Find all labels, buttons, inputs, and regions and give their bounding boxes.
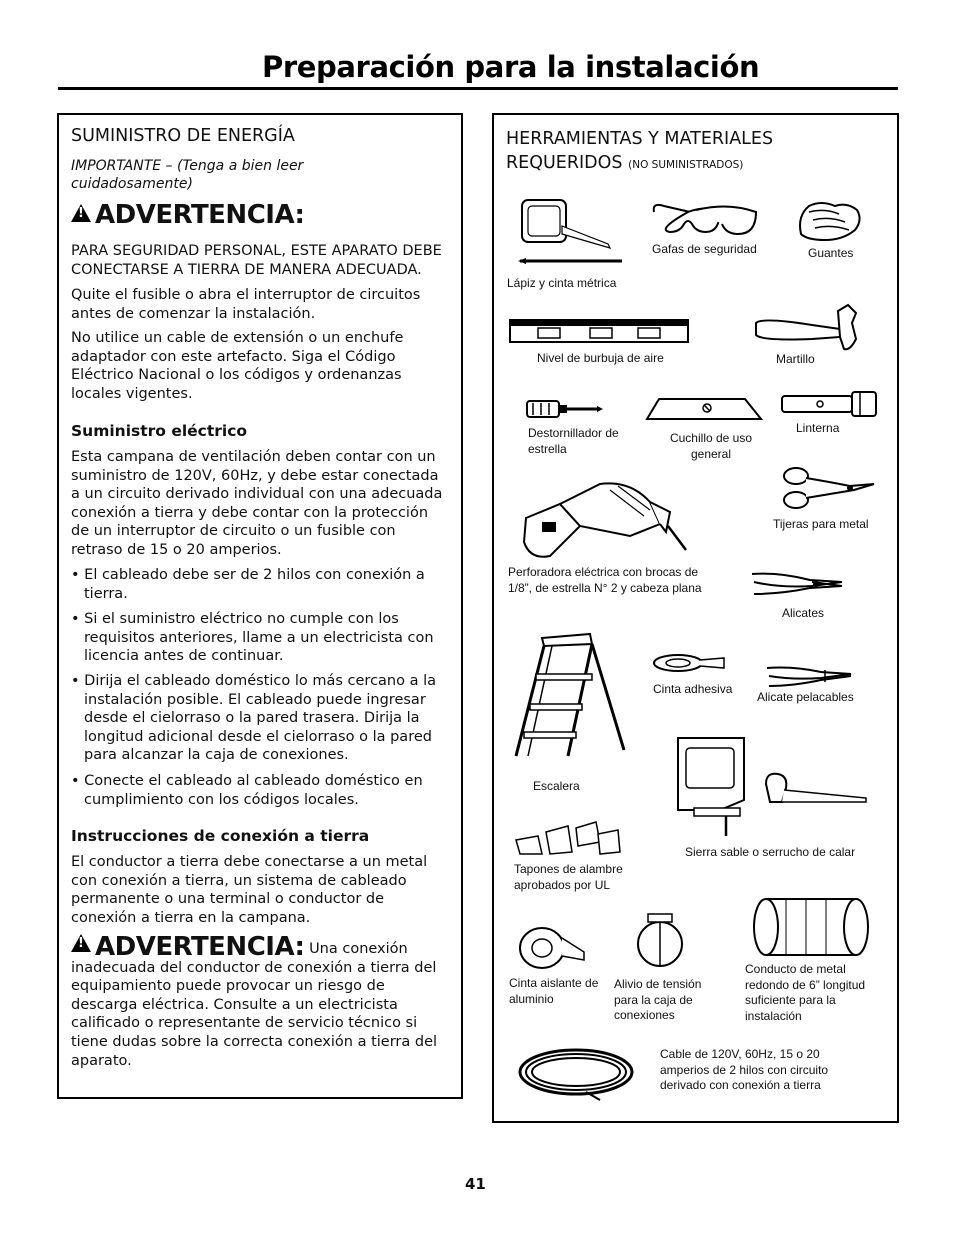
gloves-icon	[795, 196, 865, 244]
warning-heading-2: ADVERTENCIA:	[95, 932, 305, 962]
warning-text-extension: No utilice un cable de extensión o un enchufe adaptador con este artefacto. Siga el Código Eléctrico Nacional o los códigos y ordenanzas locales vigentes.	[71, 330, 404, 402]
electrical-cable-icon	[516, 1046, 640, 1102]
tool-label-foil-tape: Cinta aislante de aluminio	[509, 976, 599, 1006]
tools-heading-note: (NO SUMINISTRADOS)	[628, 159, 744, 171]
page-number: 41	[465, 1175, 486, 1193]
page-title: Preparación para la instalación	[262, 50, 760, 84]
tool-label-stripper: Alicate pelacables	[757, 690, 854, 704]
power-supply-heading: SUMINISTRO DE ENERGÍA	[71, 126, 295, 146]
bullet-requirements: • Si el suministro eléctrico no cumple con los requisitos anteriores, llame a un electricista con licencia antes de continuar.	[71, 611, 434, 665]
tools-heading: HERRAMIENTAS Y MATERIALES REQUERIDOS (NO SUMINISTRADOS)	[506, 129, 774, 173]
warning-heading-1: !ADVERTENCIA:	[71, 200, 304, 230]
jigsaw-icon	[670, 734, 750, 838]
warning-triangle-icon	[71, 934, 91, 952]
tool-label-pliers: Alicates	[782, 606, 825, 620]
tool-label-wire-nuts: Tapones de alambre aprobados por UL	[514, 862, 623, 892]
screwdriver-icon	[525, 398, 605, 420]
safety-goggles-icon	[648, 198, 760, 238]
adhesive-tape-icon	[652, 652, 728, 674]
grounding-heading: Instrucciones de conexión a tierra	[71, 827, 370, 845]
pliers-icon	[750, 568, 846, 600]
strain-relief-icon	[632, 912, 688, 972]
important-note: IMPORTANTE – (Tenga a bien leer cuidadosamente)	[71, 158, 304, 192]
metal-duct-icon	[752, 896, 872, 958]
title-rule	[58, 87, 898, 90]
bubble-level-icon	[508, 316, 692, 346]
foil-tape-icon	[518, 924, 588, 972]
wire-nuts-icon	[512, 818, 624, 860]
tool-label-hammer: Martillo	[776, 352, 815, 366]
tool-label-cable: Cable de 120V, 60Hz, 15 o 20 amperios de 2 hilos con circuito derivado con conexión a tierra	[660, 1047, 829, 1092]
power-drill-icon	[520, 476, 690, 566]
warning-block-2	[71, 934, 441, 1070]
tool-label-pencil-tape: Lápiz y cinta métrica	[507, 276, 617, 290]
tool-label-snips: Tijeras para metal	[773, 517, 869, 531]
tool-label-duct: Conducto de metal redondo de 6” longitud suficiente para la instalación	[745, 962, 866, 1023]
hammer-icon	[752, 303, 862, 353]
electrical-supply-text: Esta campana de ventilación deben contar con un suministro de 120V, 60Hz, y debe estar conectada a un circuito derivado individual con una adecuada conexión a tierra y debe contar con la protección de un interruptor de circuito o un fusible con retraso de 15 o 20 amperios.	[71, 449, 443, 558]
tape-measure-pencil-icon	[518, 196, 628, 266]
tool-label-ladder: Escalera	[533, 779, 580, 793]
tool-label-strain-relief: Alivio de tensión para la caja de conexiones	[614, 977, 702, 1022]
warning-text-fuse: Quite el fusible o abra el interruptor de circuitos antes de comenzar la instalación.	[71, 287, 421, 322]
tool-label-goggles: Gafas de seguridad	[652, 242, 757, 256]
bullet-routing: • Dirija el cableado doméstico lo más cercano a la instalación posible. El cableado puede ingresar desde el cielorraso o la pared trasera. Dirija la longitud adicional desde el cielorraso o la pared para alcanzar la caja de conexiones.	[71, 673, 437, 764]
warning-text-2: Una conexión inadecuada del conductor de conexión a tierra del equipamiento puede provocar un riesgo de descarga eléctrica. Consulte a un electricista calificado o representante de servicio técnico si tiene dudas sobre la correcta conexión a tierra del aparato.	[71, 941, 438, 1069]
tool-label-knife: Cuchillo de uso general	[669, 431, 753, 461]
grounding-text: El conductor a tierra debe conectarse a un metal con conexión a tierra, un sistema de cableado permanente o una terminal o conductor de conexión a tierra en la campana.	[71, 854, 428, 926]
bullet-wiring: • El cableado debe ser de 2 hilos con conexión a tierra.	[71, 567, 425, 602]
tool-label-tape: Cinta adhesiva	[653, 682, 733, 696]
step-ladder-icon	[512, 632, 626, 760]
warning-triangle-icon	[71, 204, 91, 222]
flashlight-icon	[780, 390, 880, 420]
electrical-supply-heading: Suministro eléctrico	[71, 422, 248, 440]
bullet-codes: • Conecte el cableado al cableado doméstico en cumplimiento con los códigos locales.	[71, 773, 423, 808]
tool-label-drill: Perforadora eléctrica con brocas de 1/8”, de estrella N° 2 y cabeza plana	[508, 565, 702, 595]
metal-snips-icon	[780, 464, 878, 510]
wire-stripper-icon	[763, 662, 855, 690]
tool-label-saw: Sierra sable o serrucho de calar	[685, 845, 856, 859]
keyhole-saw-icon	[762, 770, 868, 806]
tool-label-flashlight: Linterna	[796, 421, 840, 435]
tool-label-screwdriver: Destornillador de estrella	[528, 426, 619, 456]
tool-label-level: Nivel de burbuja de aire	[537, 351, 664, 365]
tool-label-gloves: Guantes	[808, 246, 854, 260]
warning-text-grounding: PARA SEGURIDAD PERSONAL, ESTE APARATO DEBE CONECTARSE A TIERRA DE MANERA ADECUADA.	[71, 243, 442, 278]
utility-knife-icon	[645, 395, 763, 423]
